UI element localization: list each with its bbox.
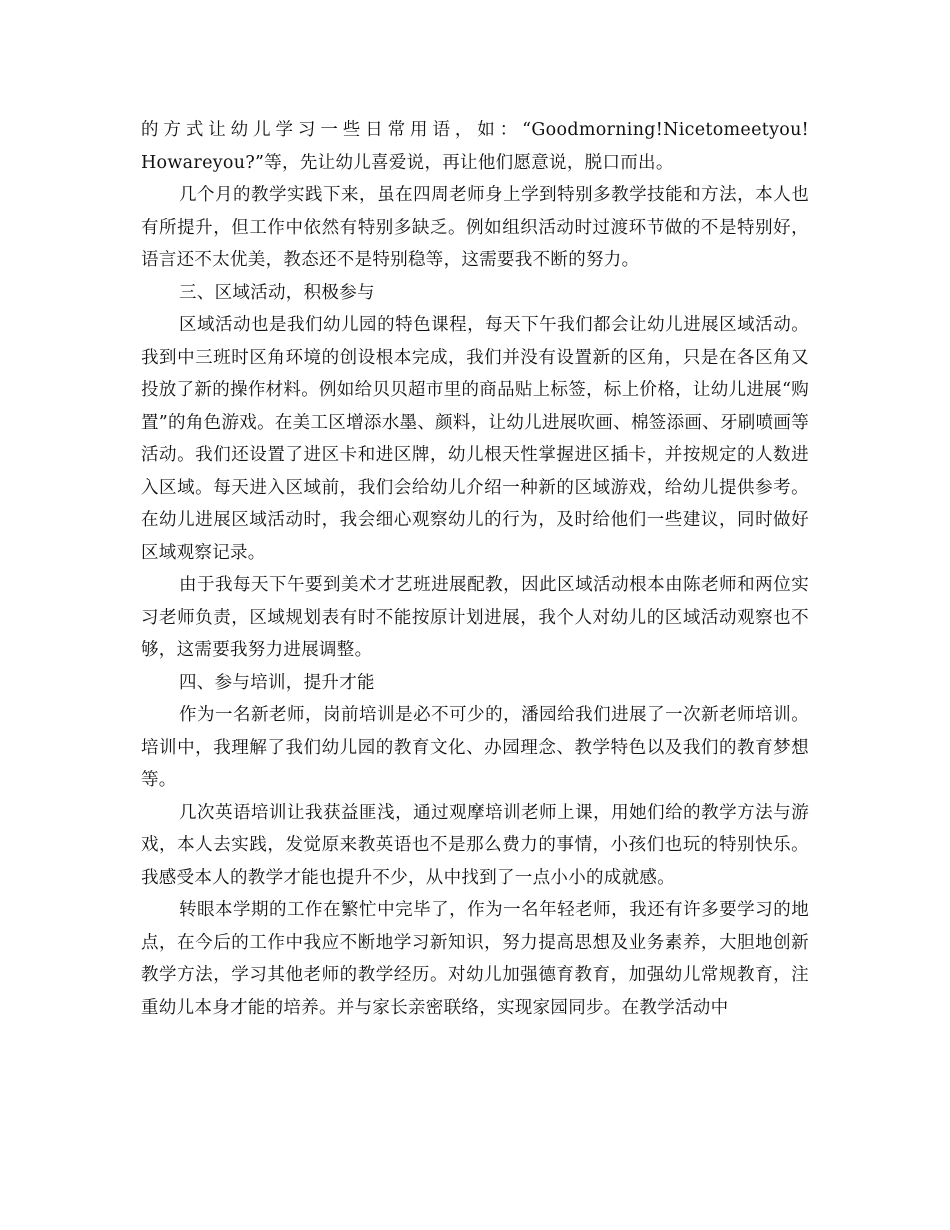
- paragraph: 由于我每天下午要到美术才艺班进展配教，因此区域活动根本由陈老师和两位实习老师负责，区域规划表有时不能按原计划进展，我个人对幼儿的区域活动观察也不够，这需要我努力进展调整。: [141, 575, 809, 660]
- paragraph: 转眼本学期的工作在繁忙中完毕了，作为一名年轻老师，我还有许多要学习的地点，在今后的工作中我应不断地学习新知识，努力提高思想及业务素养，大胆地创新教学方法，学习其他老师的教学经历。对幼儿加强德育教育，加强幼儿常规教育，注重幼儿本身才能的培养。并与家长亲密联络，实现家园同步。在教学活动中: [141, 900, 809, 1018]
- paragraph: 区域活动也是我们幼儿园的特色课程，每天下午我们都会让幼儿进展区域活动。我到中三班时区角环境的创设根本完成，我们并没有设置新的区角，只是在各区角又投放了新的操作材料。例如给贝贝超市里的商品贴上标签，标上价格，让幼儿进展“购置”的角色游戏。在美工区增添水墨、颜料，让幼儿进展吹画、棉签添画、牙刷喷画等活动。我们还设置了进区卡和进区牌，幼儿根天性掌握进区插卡，并按规定的人数进入区域。每天进入区域前，我们会给幼儿介绍一种新的区域游戏，给幼儿提供参考。在幼儿进展区域活动时，我会细心观察幼儿的行为，及时给他们一些建议，同时做好区域观察记录。: [141, 315, 809, 563]
- paragraph: 几个月的教学实践下来，虽在四周老师身上学到特别多教学技能和方法，本人也有所提升，但工作中依然有特别多缺乏。例如组织活动时过渡环节做的不是特别好，语言还不太优美，教态还不是特别稳等，这需要我不断的努力。: [141, 185, 809, 270]
- section-heading: 三、区域活动，积极参与: [179, 282, 375, 303]
- document-body: [141, 114, 809, 1024]
- paragraph: 作为一名新老师，岗前培训是必不可少的，潘园给我们进展了一次新老师培训。培训中，我理解了我们幼儿园的教育文化、办园理念、教学特色以及我们的教育梦想等。: [141, 705, 809, 790]
- section-heading: 四、参与培训，提升才能: [179, 672, 375, 693]
- paragraph: 的方式让幼儿学习一些日常用语，如：“Goodmorning!Nicetomeetyou! Howareyou?”等，先让幼儿喜爱说，再让他们愿意说，脱口而出。: [141, 120, 809, 173]
- paragraph: 几次英语培训让我获益匪浅，通过观摩培训老师上课，用她们给的教学方法与游戏，本人去实践，发觉原来教英语也不是那么费力的事情，小孩们也玩的特别快乐。我感受本人的教学才能也提升不少，从中找到了一点小小的成就感。: [141, 802, 809, 888]
